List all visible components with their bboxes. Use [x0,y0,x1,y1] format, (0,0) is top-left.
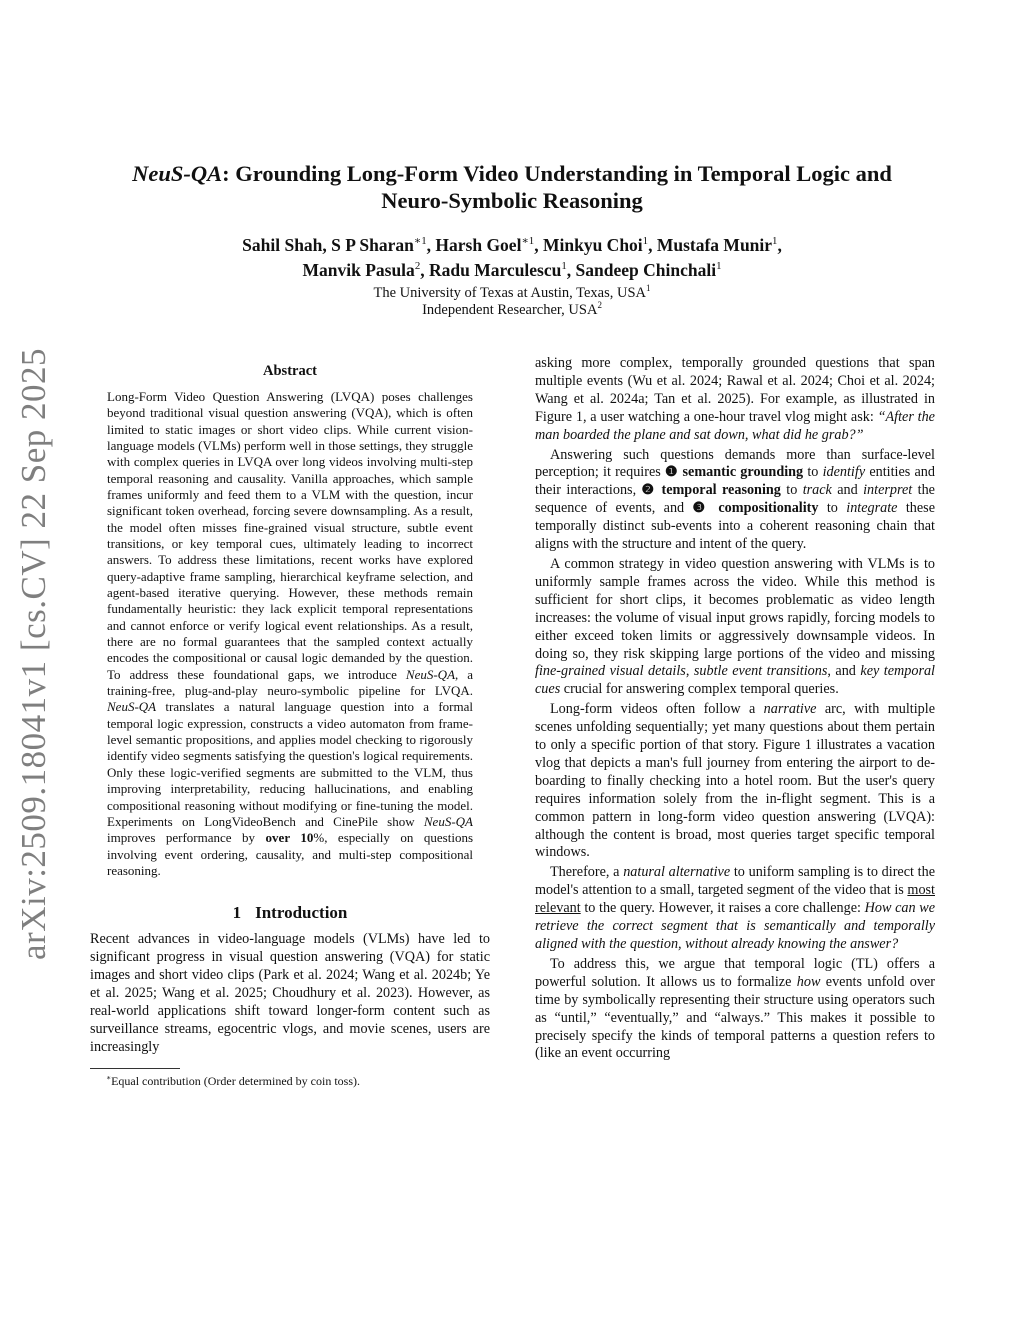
title-line-2: Neuro-Symbolic Reasoning [381,188,643,213]
intro-paragraph-requirements: Answering such questions demands more than surface-level perception; it requires ❶ semantic grounding to identify entities and their interactions, ❷ temporal reasoning to track and interpret the sequence of events, and ❸ compositionality to integrate these temporally distinct sub-events into a coherent reasoning chain that aligns with the structure and intent of the query. [535,446,935,553]
author-chinchali: , Sandeep Chinchali [566,260,717,280]
affiliation-sup: 1 [646,283,651,294]
intro-paragraph-temporal-logic: To address this, we argue that temporal logic (TL) offers a powerful solution. It allows us to formalize how events unfold over time by symbolically representing their structure using operators such as “until,” “eventually,” and “always.” This makes it possible to precisely specify the kinds of temporal patterns a question refers to (like an event occurring [535,955,935,1062]
intro-paragraph-uniform-sampling: A common strategy in video question answering with VLMs is to uniformly sample frames across the video. While this method is sufficient for short clips, it becomes problematic as video length increases: the volume of visual input grows rapidly, forcing models to either exceed token limits or aggressively downsample videos. In doing so, they risk skipping large portions of the video and missing fine-grained visual details, subtle event transitions, and key temporal cues crucial for answering complex temporal queries. [535,555,935,698]
method-name: NeuS-QA [423,813,473,829]
title-line-1: : Grounding Long-Form Video Understanding in Temporal Logic and [222,161,892,186]
author-munir: , Mustafa Munir [648,235,773,255]
abstract-body: Long-Form Video Question Answering (LVQA) poses challenges beyond traditional visual question answering (VQA), which is often limited to static images or short video clips. While current vision-language models (VLMs) perform well in those settings, they struggle with complex queries in LVQA over long videos involving multi-step temporal reasoning and causality. Vanilla approaches, which sample frames uniformly and feed them to a VLM with the question, incur significant token overhead, forcing severe downsampling. As a result, the model often misses fine-grained visual structure, subtle event transitions, or key temporal cues, ultimately leading to incorrect answers. To address these limitations, recent works have explored query-adaptive frame sampling, hierarchical keyframe selection, and agent-based iterative querying. However, these methods remain fundamentally heuristic: they lack explicit temporal representations and cannot enforce or verify logical event relationships. As a result, there are no formal guarantees that the sampled context actually encodes the compositional or causal logic demanded by the question. To address these foundational gaps, we introduce NeuS-QA, a training-free, plug-and-play neuro-symbolic pipeline for LVQA. NeuS-QA translates a natural language question into a formal temporal logic expression, constructs a video automaton from frame-level semantic propositions, and applies model checking to rigorously identify video segments satisfying the question's logical requirements. Only these logic-verified segments are submitted to the VLM, thus improving interpretability, reducing hallucinations, and enabling compositional reasoning without modifying or fine-tuning the model. Experiments on LongVideoBench and CinePile show NeuS-QA improves performance by over 10%, especially on questions involving event ordering, causality, and multi-step compositional reasoning. [107,388,473,878]
author-choi: , Minkyu Choi [534,235,643,255]
author-sup: 1 [716,260,722,273]
affiliation-independent: Independent Researcher, USA [422,302,598,318]
arxiv-identifier-stamp: arXiv:2509.18041v1 [cs.CV] 22 Sep 2025 [14,347,53,960]
method-name: NeuS-QA [405,666,456,682]
affiliations [60,285,964,319]
author-shah-sharan: Sahil Shah, S P Sharan [242,235,414,255]
author-sup: ∗1 [521,235,535,248]
footnote-rule [90,1068,180,1069]
affiliation-sup: 2 [597,300,602,311]
footnote-equal-contribution: ∗Equal contribution (Order determined by coin toss). [106,1073,360,1089]
author-marculescu: , Radu Marculescu [420,260,562,280]
author-sup: 1 [772,235,778,248]
number-2-icon: ❷ [641,482,657,499]
paper-title [60,160,964,214]
footnote-mark: ∗ [106,1073,112,1083]
intro-paragraph-narrative: Long-form videos often follow a narrative arc, with multiple scenes unfolding sequentially; yet many questions about them pertain to only a specific portion of that story. Figure 1 illustrates a vacation vlog that depicts a man's full journey from entering the airport to de-boarding to finally checking into a hotel room. But the user's query requires information solely from the in-flight segment. This is a common pattern in long-form video question answering (LVQA): although the content is broad, most queries target specific temporal windows. [535,701,935,861]
author-sup: ∗1 [413,235,427,248]
title-method-name: NeuS-QA [132,161,223,186]
number-3-icon: ❸ [692,500,711,517]
author-list [60,233,964,283]
example-question: “After the man boarded the plane and sat down, what did he grab?” [535,408,935,443]
intro-paragraph-continued: asking more complex, temporally grounded questions that span multiple events (Wu et al. 2024; Rawal et al. 2024; Choi et al. 2024; Wang et al. 2024a; Tan et al. 2025). For example, as illustrated in Figure 1, a user watching a one-hour travel vlog might ask: “After the man boarded the plane and sat down, what did he grab?” [535,355,935,443]
author-sup: 1 [642,235,649,248]
underlined-phrase: most relevant [535,882,935,917]
section-number: 1 [232,903,242,923]
author-separator: , [777,235,782,255]
intro-paragraph-alternative: Therefore, a natural alternative to uniform sampling is to direct the model's attention to a small, targeted segment of the video that is most relevant to the query. However, it raises a core challenge: How can we retrieve the correct segment that is semantically and temporally aligned with the question, without already knowing the answer? [535,864,935,952]
method-name: NeuS-QA [107,699,157,715]
improvement-highlight: over 10 [265,830,314,846]
abstract-heading: Abstract [263,363,317,379]
section-title: Introduction [255,903,348,923]
author-goel: , Harsh Goel [426,235,522,255]
author-sup: 2 [414,260,421,273]
affiliation-ut-austin: The University of Texas at Austin, Texas, USA [373,285,646,301]
right-column [535,355,935,1063]
left-column [90,363,490,1088]
number-1-icon: ❶ [664,464,679,481]
author-sup: 1 [561,260,567,273]
section-heading-introduction [90,904,490,922]
core-challenge-question: How can we retrieve the correct segment that is semantically and temporally aligned with the question, without already knowing the answer? [535,900,935,952]
intro-paragraph-1: Recent advances in video-language models (VLMs) have led to significant progress in visual question answering (VQA) for static images and short video clips (Park et al. 2024; Wang et al. 2024b; Ye et al. 2025; Wang et al. 2025; Choudhury et al. 2023). However, as real-world applications shift toward longer-form content such as surveillance streams, egocentric vlogs, and movie scenes, users are increasingly [90,931,490,1055]
author-pasula: Manvik Pasula [302,260,415,280]
